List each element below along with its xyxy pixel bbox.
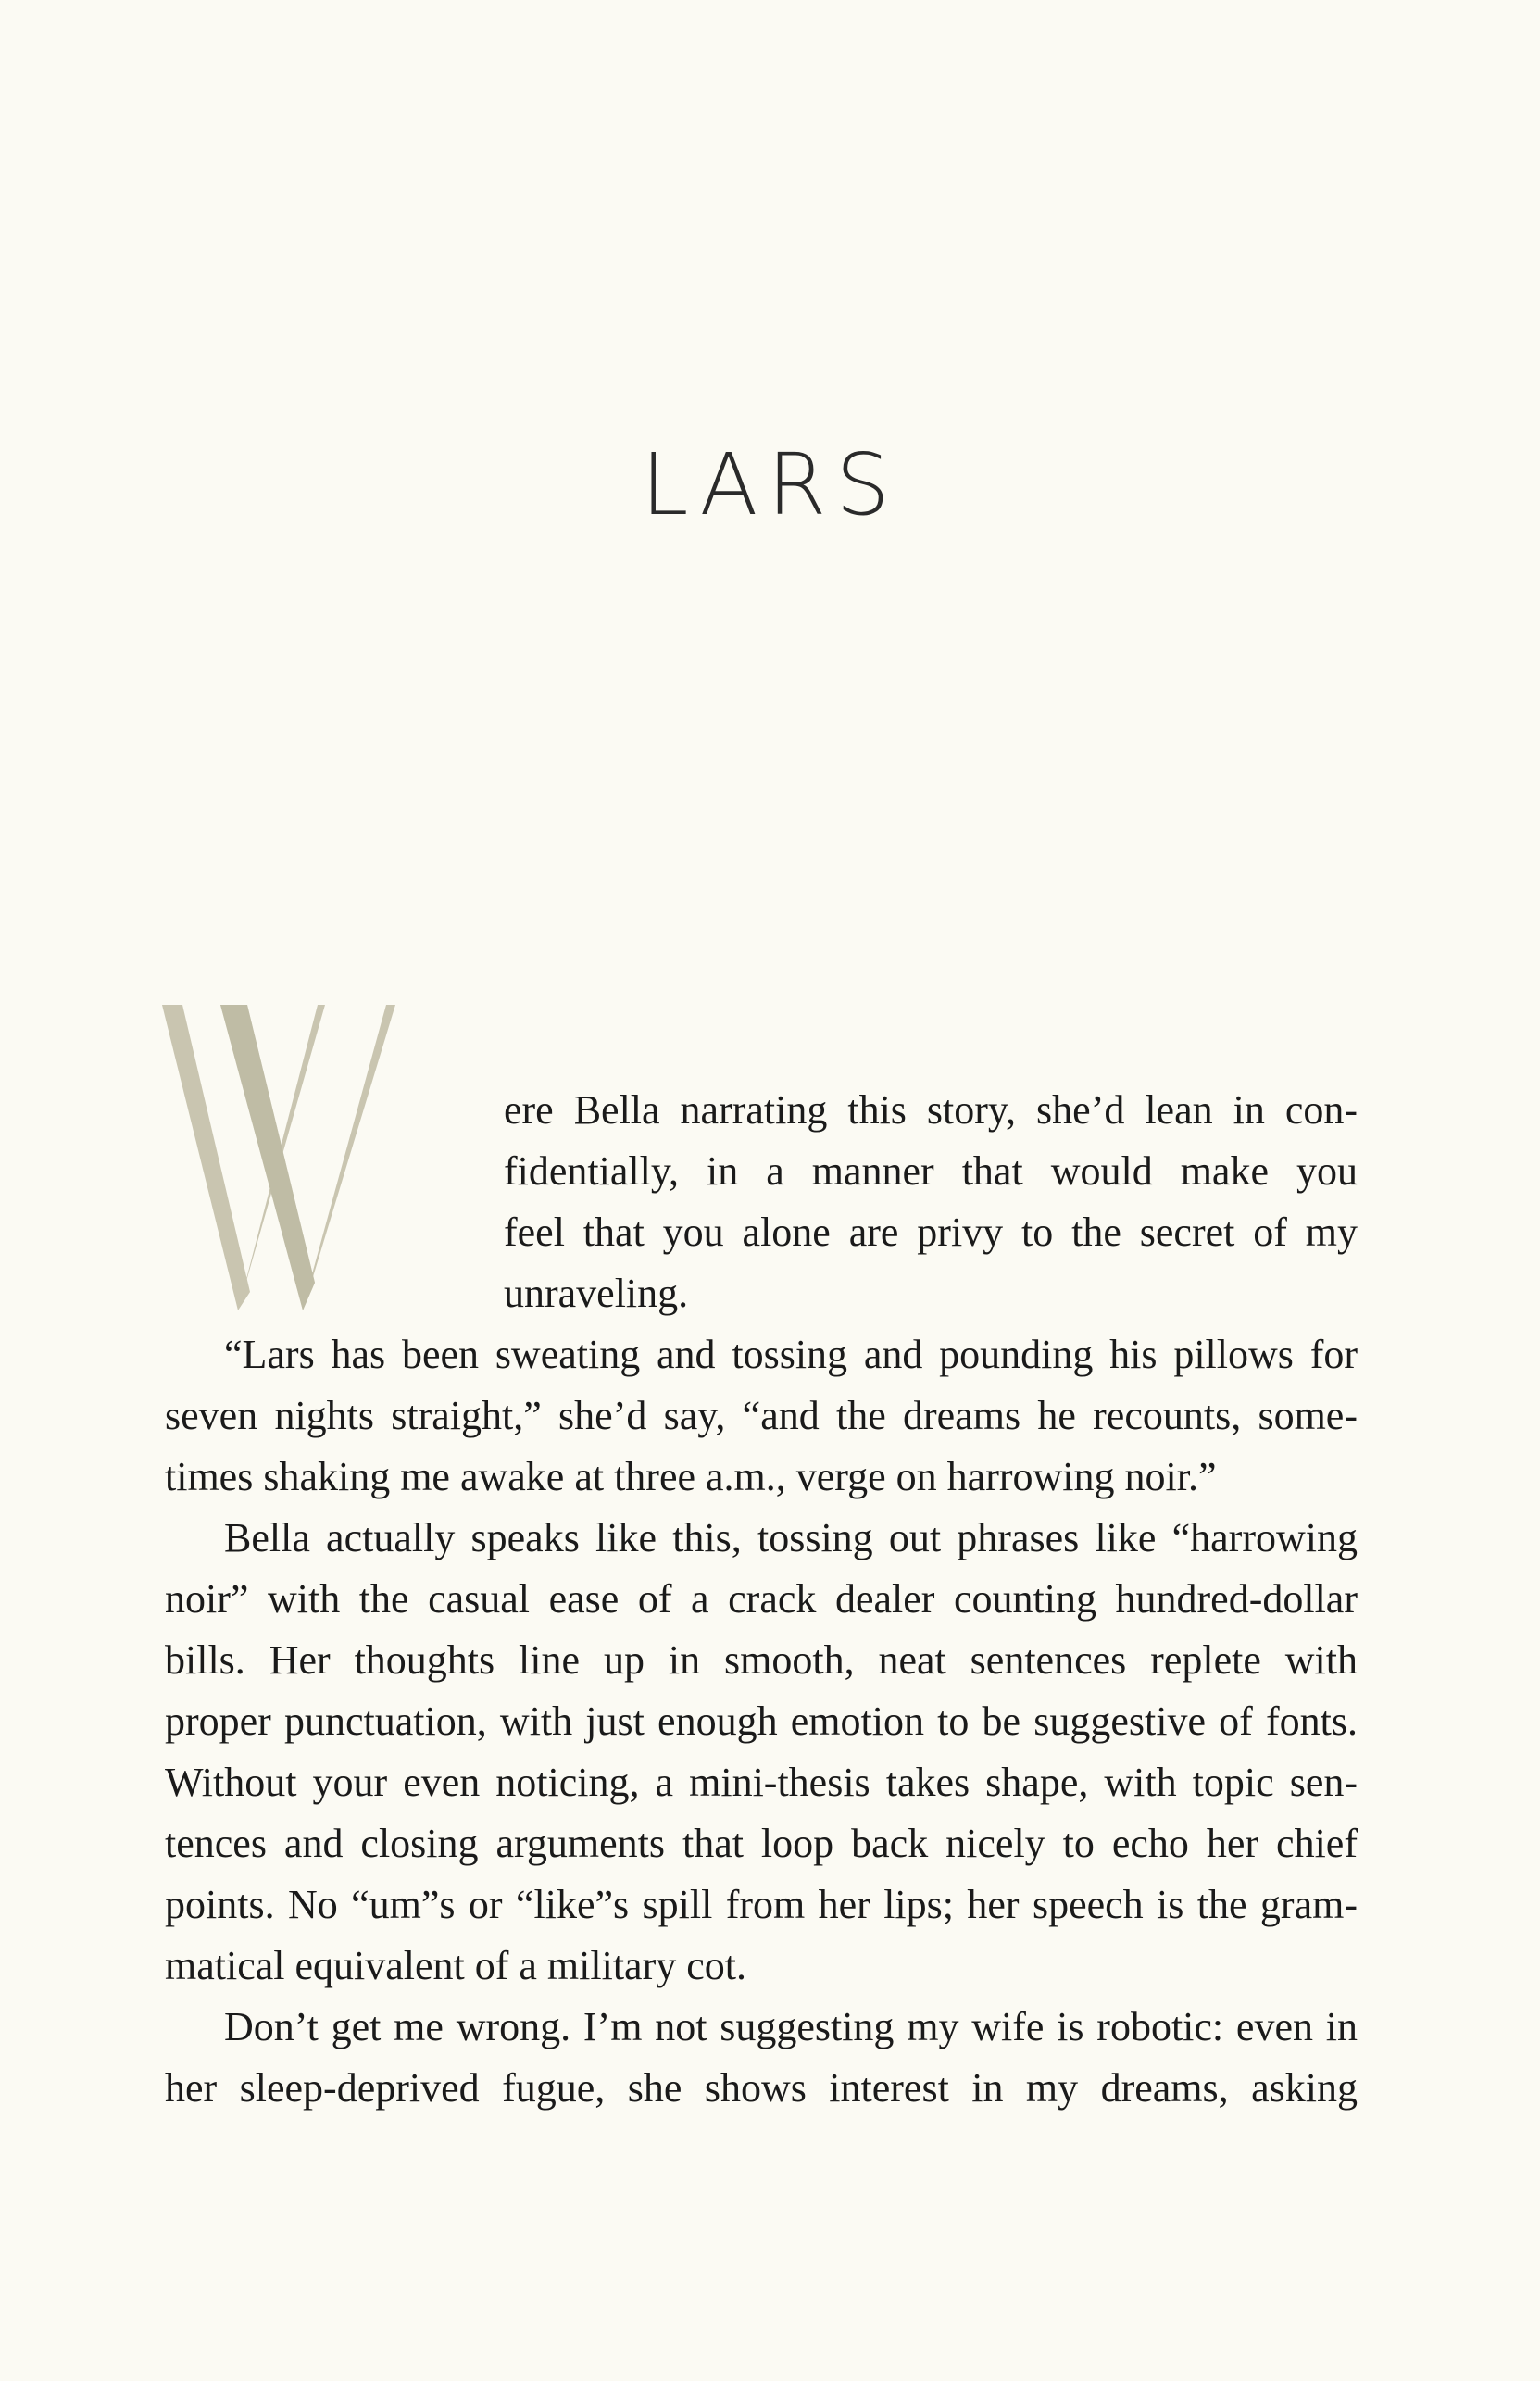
text-line: her sleep-deprived fugue, she shows interest in my dreams, asking (165, 2065, 1358, 2111)
text-line: ere Bella narrating this story, she’d lean in con- (504, 1087, 1358, 1133)
text-line: proper punctuation, with just enough emotion to be suggestive of fonts. (165, 1698, 1358, 1744)
body-text (165, 1080, 1358, 2119)
text-line: “Lars has been sweating and tossing and pounding his pillows for (224, 1332, 1358, 1377)
text-line: fidentially, in a manner that would make you (504, 1148, 1358, 1194)
text-line: times shaking me awake at three a.m., verge on harrowing noir.” (165, 1454, 1217, 1499)
text-line: Bella actually speaks like this, tossing out phrases like “harrowing (224, 1515, 1358, 1560)
text-line: Don’t get me wrong. I’m not suggesting my wife is robotic: even in (224, 2004, 1358, 2049)
text-line: matical equivalent of a military cot. (165, 1943, 746, 1988)
text-line: noir” with the casual ease of a crack dealer counting hundred-dollar (165, 1576, 1358, 1622)
text-line: Without your even noticing, a mini-thesis takes shape, with topic sen- (165, 1760, 1358, 1805)
text-line: seven nights straight,” she’d say, “and the dreams he recounts, some- (165, 1393, 1358, 1438)
text-line: unraveling. (504, 1271, 689, 1316)
text-line: points. No “um”s or “like”s spill from her lips; her speech is the gram- (165, 1882, 1358, 1927)
chapter-title: LARS (641, 435, 899, 534)
text-line: tences and closing arguments that loop back nicely to echo her chief (165, 1821, 1358, 1866)
text-line: bills. Her thoughts line up in smooth, neat sentences replete with (165, 1637, 1358, 1683)
text-line: feel that you alone are privy to the secret of my (504, 1209, 1358, 1255)
